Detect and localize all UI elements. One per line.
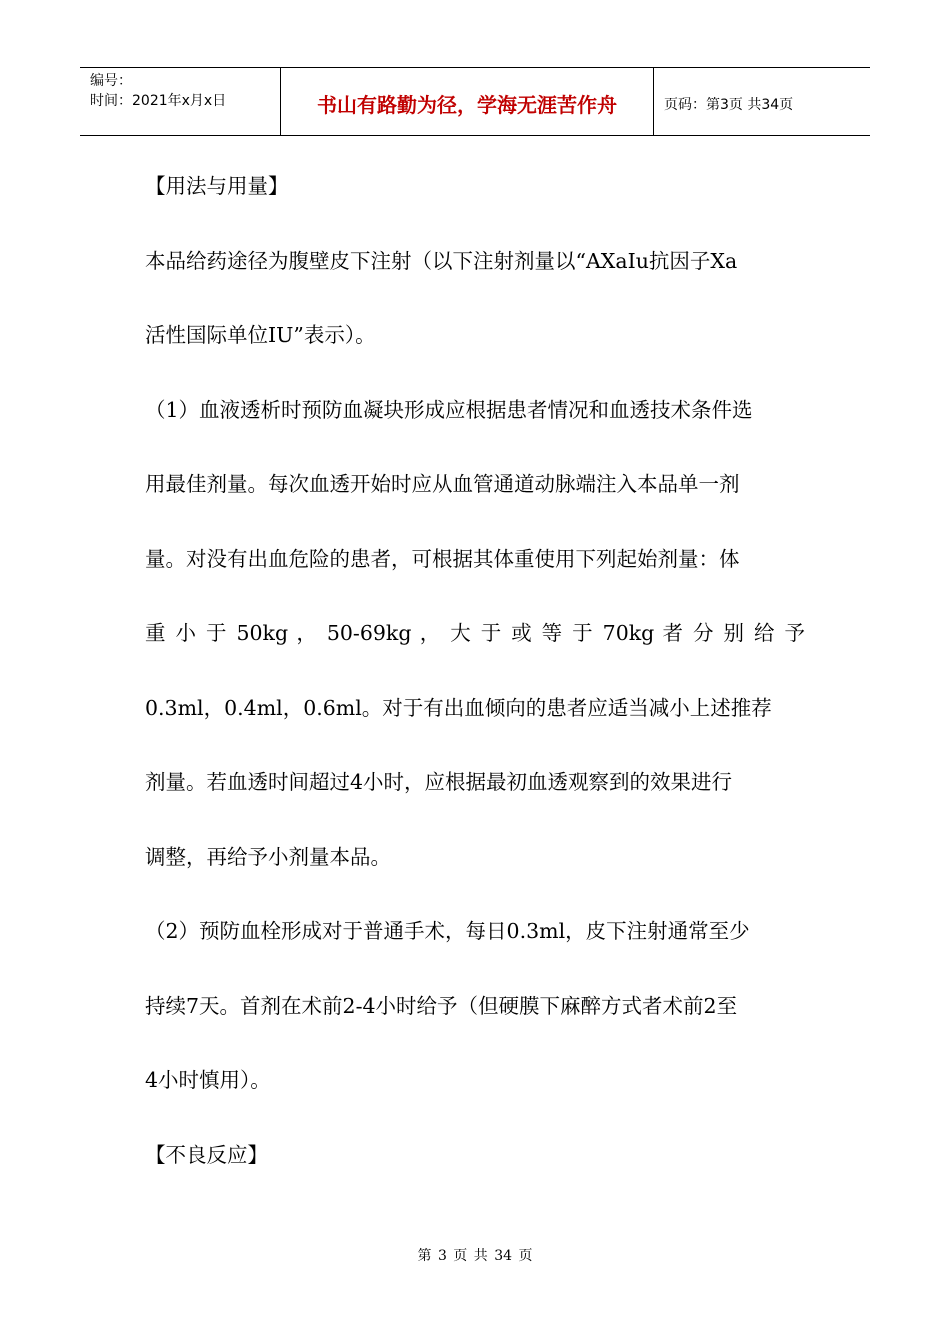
text-line: 0.3ml，0.4ml，0.6ml。对于有出血倾向的患者应适当减小上述推荐 xyxy=(145,695,772,720)
page-footer: 第 3 页 共 34 页 xyxy=(417,1248,533,1264)
section-heading-usage: 【用法与用量】 xyxy=(145,174,289,198)
text-line: 持续7天。首剂在术前2-4小时给予（但硬膜下麻醉方式者术前2至 xyxy=(145,993,738,1018)
text-line: 重 小 于 50kg ， 50-69kg ， 大 于 或 等 于 70kg 者 分 别 给 予 xyxy=(145,621,805,645)
header-meta-cell xyxy=(80,68,281,135)
text-line: 本品给药途径为腹壁皮下注射（以下注射剂量以“AXaIu抗因子Xa xyxy=(145,248,738,273)
text-line: 剂量。若血透时间超过4小时，应根据最初血透观察到的效果进行 xyxy=(145,770,733,794)
document-date: 时间：2021年x月x日 xyxy=(90,93,227,109)
header-motto: 书山有路勤为径，学海无涯苦作舟 xyxy=(281,68,654,135)
header-page-info: 页码：第3页 共34页 xyxy=(664,96,794,113)
document-number-label: 编号： xyxy=(90,73,132,89)
text-line: 用最佳剂量。每次血透开始时应从血管通道动脉端注入本品单一剂 xyxy=(145,472,740,496)
text-line: 活性国际单位IU”表示）。 xyxy=(145,323,376,347)
text-line: （2）预防血栓形成对于普通手术，每日0.3ml，皮下注射通常至少 xyxy=(145,919,750,943)
text-line: 4小时慎用）。 xyxy=(145,1068,271,1092)
section-heading-adverse-reactions: 【不良反应】 xyxy=(145,1142,268,1167)
text-line: 调整，再给予小剂量本品。 xyxy=(145,844,391,869)
page-header xyxy=(80,67,870,136)
text-line: （1）血液透析时预防血凝块形成应根据患者情况和血透技术条件选 xyxy=(145,397,753,422)
document-body xyxy=(145,162,805,1205)
text-line: 量。对没有出血危险的患者，可根据其体重使用下列起始剂量：体 xyxy=(145,546,740,571)
